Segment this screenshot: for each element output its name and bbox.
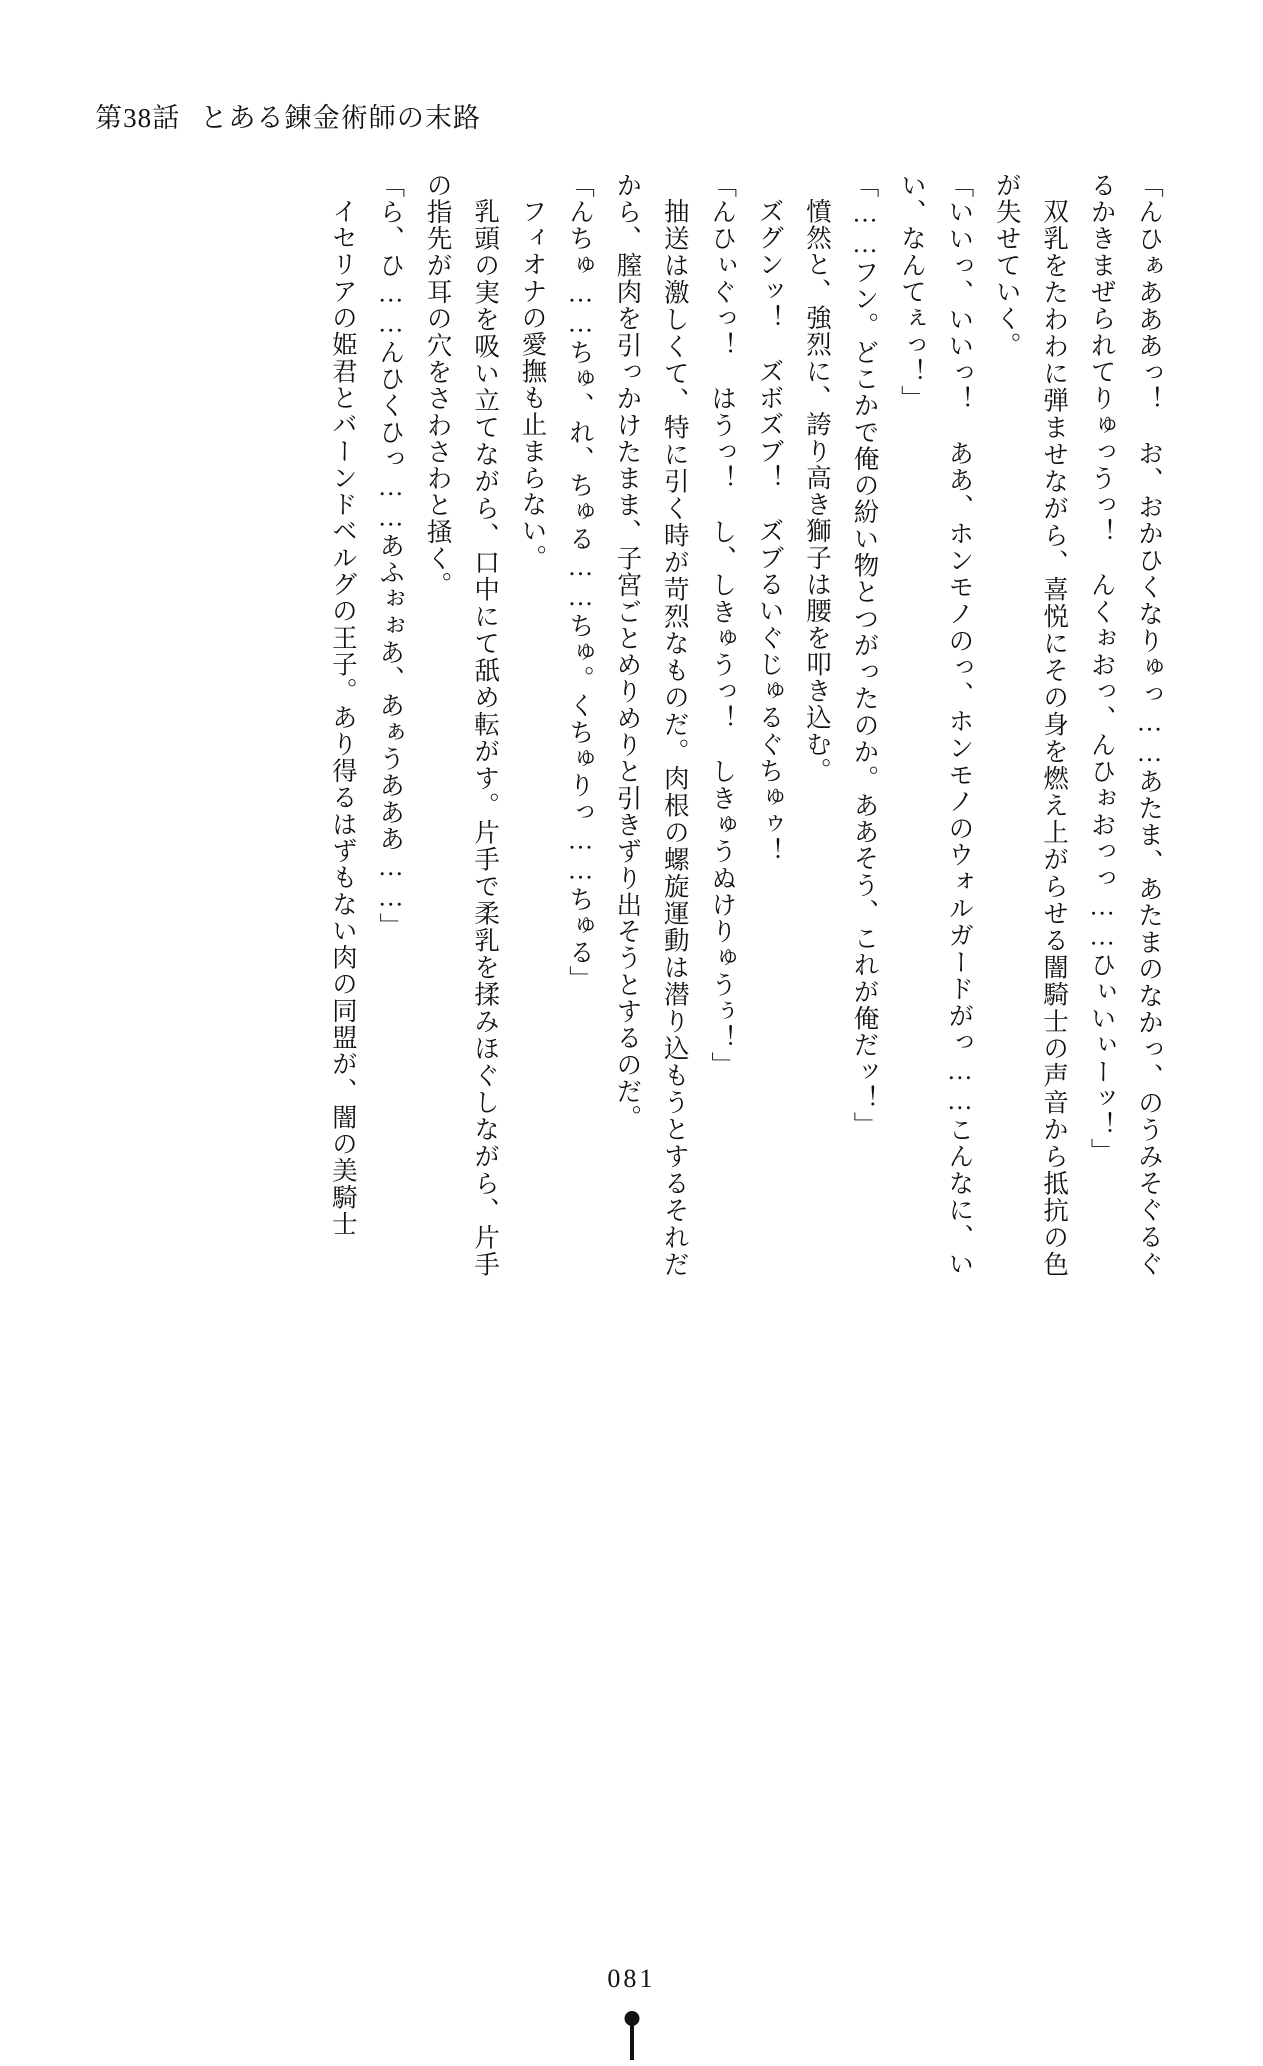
- paragraph: 乳頭の実を吸い立てながら、口中にて舐め転がす。片手で柔乳を揉みほぐしながら、片手の指先が耳の穴をさわさわと掻く。: [423, 172, 501, 1277]
- paragraph: 「んちゅ……ちゅ、れ、ちゅる……ちゅ。くちゅりっ……ちゅる」: [565, 172, 595, 993]
- chapter-number: 第38話: [95, 103, 181, 133]
- paragraph: 憤然と、強烈に、誇り高き獅子は腰を叩き込む。: [803, 197, 833, 784]
- paragraph: イセリアの姫君とバーンドベルグの王子。あり得るはずもない肉の同盟が、闇の美騎士: [328, 197, 358, 1237]
- paragraph: 「いいっ、いいっ！ ああ、ホンモノのっ、ホンモノのウォルガードがっ……こんなに、いい、なんてぇっ！」: [897, 172, 975, 1277]
- paragraph: 「……フン。どこかで俺の紛い物とつがったのか。ああそう、これが俺だッ！」: [850, 172, 880, 1139]
- paragraph: 「ら、ひ……んひくひっ……あふぉぉあ、あぁうあああ……」: [376, 172, 406, 940]
- chapter-title: とある錬金術師の末路: [200, 103, 482, 133]
- paragraph: 「んひぁあああっ！ お、おかひくなりゅっ……あたま、あたまのなかっ、のうみそぐるぐるかきまぜられてりゅっうっ！ んくぉおっ、んひぉおっっ……ひぃいぃーッ！」: [1087, 172, 1164, 1277]
- paragraph: フィオナの愛撫も止まらない。: [518, 197, 548, 571]
- paragraph: 「んひぃぐっ！ はうっ！ し、しきゅうっ！ しきゅうぬけりゅうぅ！」: [708, 172, 738, 1079]
- page-number: 081: [607, 1964, 656, 1993]
- printers-mark-bar: [630, 2020, 634, 2060]
- paragraph: ズグンッ！ ズボズブ！ ズブるいぐじゅるぐちゅゥ！: [755, 197, 785, 864]
- chapter-header: [95, 96, 481, 135]
- paragraph: 双乳をたわわに弾ませながら、喜悦にその身を燃え上がらせる闇騎士の声音から抵抗の色が失せていく。: [992, 172, 1070, 1277]
- paragraph: 抽送は激しくて、特に引く時が苛烈なものだ。肉根の螺旋運動は潜り込もうとするそれだから、膣肉を引っかけたまま、子宮ごとめりめりと引きずり出そうとするのだ。: [613, 172, 690, 1277]
- page-body-text: [83, 172, 1173, 1277]
